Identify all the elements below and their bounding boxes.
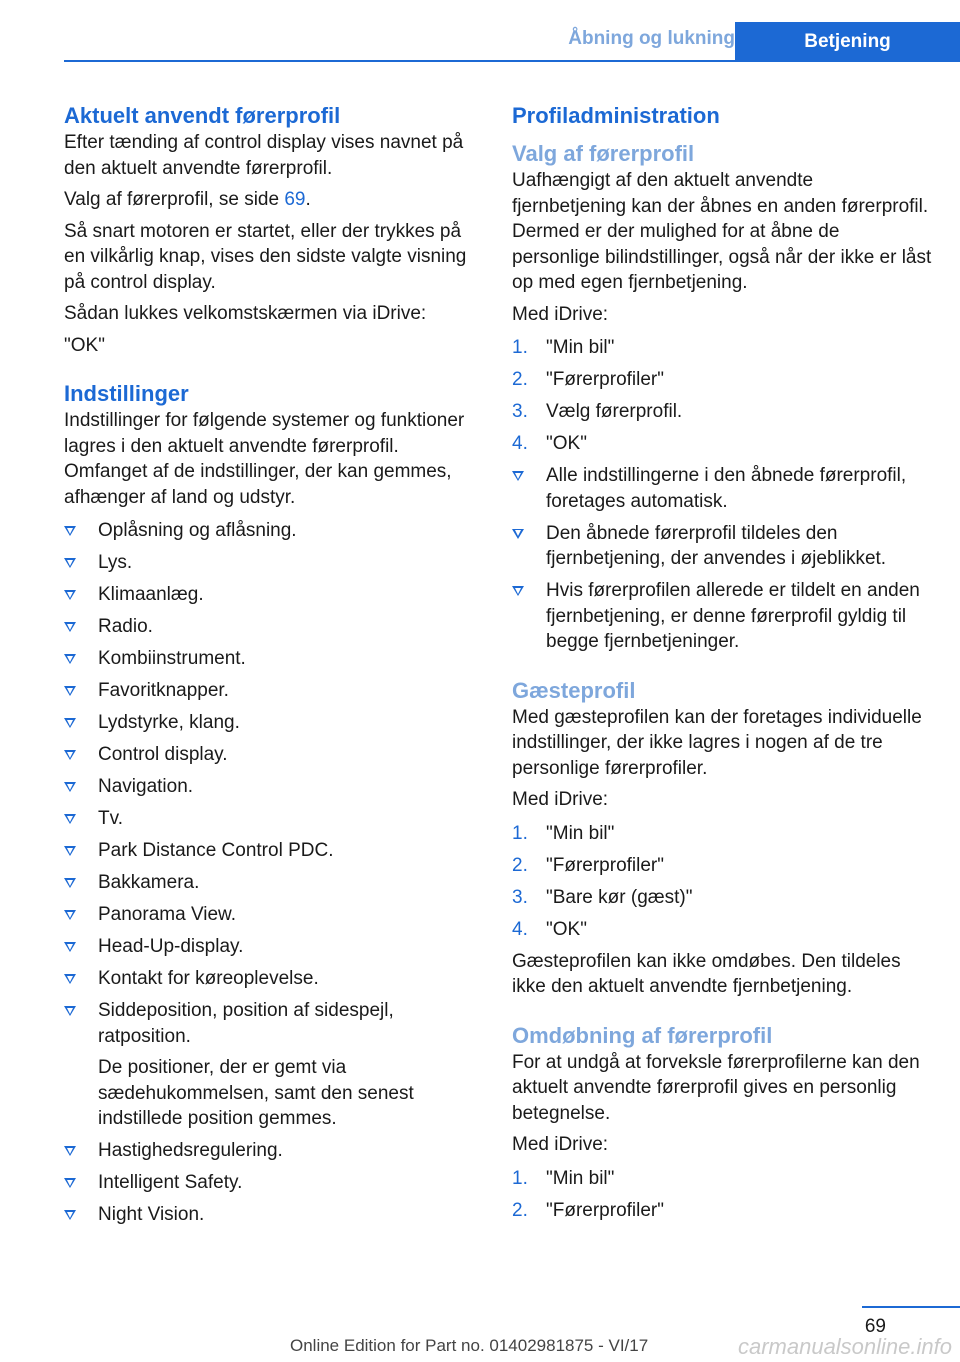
triangle-bullet-icon	[64, 590, 76, 600]
triangle-bullet-icon	[64, 814, 76, 824]
list-item	[64, 550, 484, 576]
list-item	[64, 614, 484, 640]
list-item	[512, 578, 932, 655]
step-item	[512, 399, 932, 425]
triangle-bullet-icon	[64, 878, 76, 888]
paragraph: "OK"	[64, 334, 105, 356]
triangle-bullet-icon	[64, 526, 76, 536]
list-item-text: Lys.	[98, 552, 133, 573]
triangle-bullet-icon	[512, 471, 524, 481]
list-item	[64, 902, 484, 928]
step-item	[512, 821, 932, 847]
step-number: 3.	[512, 886, 528, 908]
step-item	[512, 335, 932, 361]
paragraph: Gæsteprofilen kan ikke omdøbes. Den tildeles ikke den aktuelt anvendte fjernbetjening.	[512, 950, 901, 997]
list-item-text: Favoritknapper.	[98, 680, 229, 701]
triangle-bullet-icon	[64, 686, 76, 696]
list-item-text: Kontakt for køreoplevelse.	[98, 968, 319, 989]
heading-select-profile: Valg af førerprofil	[512, 141, 695, 166]
triangle-bullet-icon	[64, 974, 76, 984]
paragraph: Med iDrive:	[512, 1134, 609, 1155]
step-item	[512, 431, 932, 457]
paragraph: Med iDrive:	[512, 303, 609, 325]
paragraph: For at undgå at forveksle førerprofilerne kan den aktuelt anvendte førerprofil gives en personlig betegnelse.	[512, 1051, 920, 1124]
triangle-bullet-icon	[64, 1006, 76, 1016]
triangle-bullet-icon	[64, 782, 76, 792]
step-number: 3.	[512, 401, 528, 422]
triangle-bullet-icon	[64, 910, 76, 920]
settings-list	[64, 518, 484, 1228]
step-item	[512, 1198, 932, 1224]
list-item-text: Intelligent Safety.	[98, 1172, 243, 1193]
list-item-text: Tv.	[98, 808, 123, 829]
list-item-text: Bakkamera.	[98, 872, 200, 893]
list-item-text: Hvis førerprofilen allerede er tildelt en anden fjernbetjening, er denne førerprofil gyldig til begge fjernbetjeninger.	[546, 580, 920, 652]
paragraph: Sådan lukkes velkomstskærmen via iDrive:	[64, 303, 427, 324]
list-item	[64, 806, 484, 832]
list-item	[64, 1138, 484, 1164]
footer-divider	[862, 1306, 960, 1308]
step-item	[512, 1166, 932, 1192]
step-number: 2.	[512, 854, 528, 876]
step-number: 1.	[512, 1167, 528, 1189]
paragraph: Efter tænding af control display vises navnet på den aktuelt anvendte førerprofil.	[64, 132, 464, 179]
list-item-text: Siddeposition, position af sidespejl, ratposition.	[98, 1000, 394, 1047]
paragraph: Med gæsteprofilen kan der foretages individuelle indstillinger, der ikke lagres i nogen af de tre personlige førerprofiler.	[512, 706, 922, 779]
list-item	[64, 582, 484, 608]
list-item	[64, 998, 484, 1132]
list-item	[512, 521, 932, 572]
edition-text: Online Edition for Part no. 01402981875 - VI/17	[290, 1336, 649, 1355]
paragraph: Uafhængigt af den aktuelt anvendte fjernbetjening kan der åbnes en anden førerprofil. Dermed er der mulighed for at åbne de personlige bilindstillinger, også når der ikke er låst op med egen fjernbetjening.	[512, 170, 932, 293]
list-item-text: Lydstyrke, klang.	[98, 712, 240, 733]
list-item	[64, 934, 484, 960]
step-text: "OK"	[546, 433, 587, 454]
triangle-bullet-icon	[64, 558, 76, 568]
step-text: "Min bil"	[546, 337, 615, 358]
list-item-text: Night Vision.	[98, 1204, 205, 1225]
list-item	[64, 1202, 484, 1228]
list-item	[64, 710, 484, 736]
triangle-bullet-icon	[64, 718, 76, 728]
step-text: "Min bil"	[546, 1167, 615, 1189]
list-item-text: Park Distance Control PDC.	[98, 840, 334, 861]
list-item	[64, 678, 484, 704]
heading-current-profile: Aktuelt anvendt førerprofil	[64, 103, 341, 128]
step-text: "Førerprofiler"	[546, 1199, 664, 1221]
heading-guest-profile: Gæsteprofil	[512, 677, 636, 703]
list-item	[512, 463, 932, 514]
watermark: carmanualsonline.info	[737, 1334, 952, 1359]
step-text: "Bare kør (gæst)"	[546, 886, 693, 908]
list-item-text: Klimaanlæg.	[98, 584, 204, 605]
step-number: 4.	[512, 918, 528, 940]
triangle-bullet-icon	[64, 654, 76, 664]
triangle-bullet-icon	[64, 750, 76, 760]
steps-list	[512, 821, 932, 943]
list-item-text: Navigation.	[98, 776, 194, 797]
triangle-bullet-icon	[64, 1146, 76, 1156]
steps-list	[512, 335, 932, 457]
list-item-subtext: De positioner, der er gemt via sædehukommelsen, samt den senest indstillede position gemmes.	[98, 1057, 414, 1129]
list-item-text: Panorama View.	[98, 904, 237, 925]
step-item	[512, 367, 932, 393]
list-item-text: Alle indstillingerne i den åbnede førerprofil, foretages automatisk.	[546, 465, 907, 512]
result-list	[512, 463, 932, 655]
paragraph: Med iDrive:	[512, 789, 609, 810]
tab-betjening[interactable]: Betjening	[735, 22, 960, 62]
step-number: 2.	[512, 369, 528, 390]
list-item-text: Den åbnede førerprofil tildeles den fjernbetjening, der anvendes i øjeblikket.	[546, 522, 887, 569]
list-item	[64, 518, 484, 544]
heading-rename-profile: Omdøbning af førerprofil	[512, 1022, 773, 1048]
list-item-text: Head-Up-display.	[98, 936, 244, 957]
steps-list	[512, 1166, 932, 1224]
header-divider	[64, 60, 960, 62]
paragraph: Så snart motoren er startet, eller der trykkes på en vilkårlig knap, vises den sidste valgte visning på control display.	[64, 220, 467, 293]
triangle-bullet-icon	[64, 846, 76, 856]
list-item-text: Control display.	[98, 744, 228, 765]
list-item	[64, 870, 484, 896]
paragraph-see-page: Valg af førerprofil, se side 69.	[64, 189, 311, 210]
page-number: 69	[864, 1316, 886, 1337]
triangle-bullet-icon	[64, 622, 76, 632]
page-link[interactable]: 69	[284, 189, 306, 210]
step-item	[512, 853, 932, 879]
triangle-bullet-icon	[64, 1178, 76, 1188]
step-number: 2.	[512, 1199, 528, 1221]
triangle-bullet-icon	[64, 1210, 76, 1220]
heading-profile-admin: Profiladministration	[512, 103, 720, 128]
list-item-text: Oplåsning og aflåsning.	[98, 520, 297, 541]
list-item-text: Kombiinstrument.	[98, 648, 246, 669]
list-item	[64, 646, 484, 672]
step-text: "Førerprofiler"	[546, 854, 664, 876]
section-label: Åbning og lukning	[568, 28, 735, 49]
step-item	[512, 917, 932, 943]
left-column	[64, 102, 484, 1234]
step-number: 4.	[512, 433, 528, 454]
step-text: "OK"	[546, 918, 587, 940]
heading-settings: Indstillinger	[64, 381, 189, 406]
step-number: 1.	[512, 337, 528, 358]
triangle-bullet-icon	[512, 586, 524, 596]
list-item	[64, 966, 484, 992]
list-item	[64, 742, 484, 768]
list-item	[64, 1170, 484, 1196]
step-text: Vælg førerprofil.	[546, 401, 683, 422]
list-item-text: Radio.	[98, 616, 153, 637]
list-item	[64, 774, 484, 800]
step-text: "Førerprofiler"	[546, 369, 664, 390]
step-item	[512, 885, 932, 911]
page-header	[0, 0, 960, 62]
triangle-bullet-icon	[512, 529, 524, 539]
right-column	[512, 102, 932, 1230]
list-item-text: Hastighedsregulering.	[98, 1140, 283, 1161]
step-text: "Min bil"	[546, 822, 615, 844]
step-number: 1.	[512, 822, 528, 844]
list-item	[64, 838, 484, 864]
paragraph: Indstillinger for følgende systemer og funktioner lagres i den aktuelt anvendte førerprofil. Omfanget af de indstillinger, der kan gemmes, afhænger af land og udstyr.	[64, 410, 465, 508]
triangle-bullet-icon	[64, 942, 76, 952]
